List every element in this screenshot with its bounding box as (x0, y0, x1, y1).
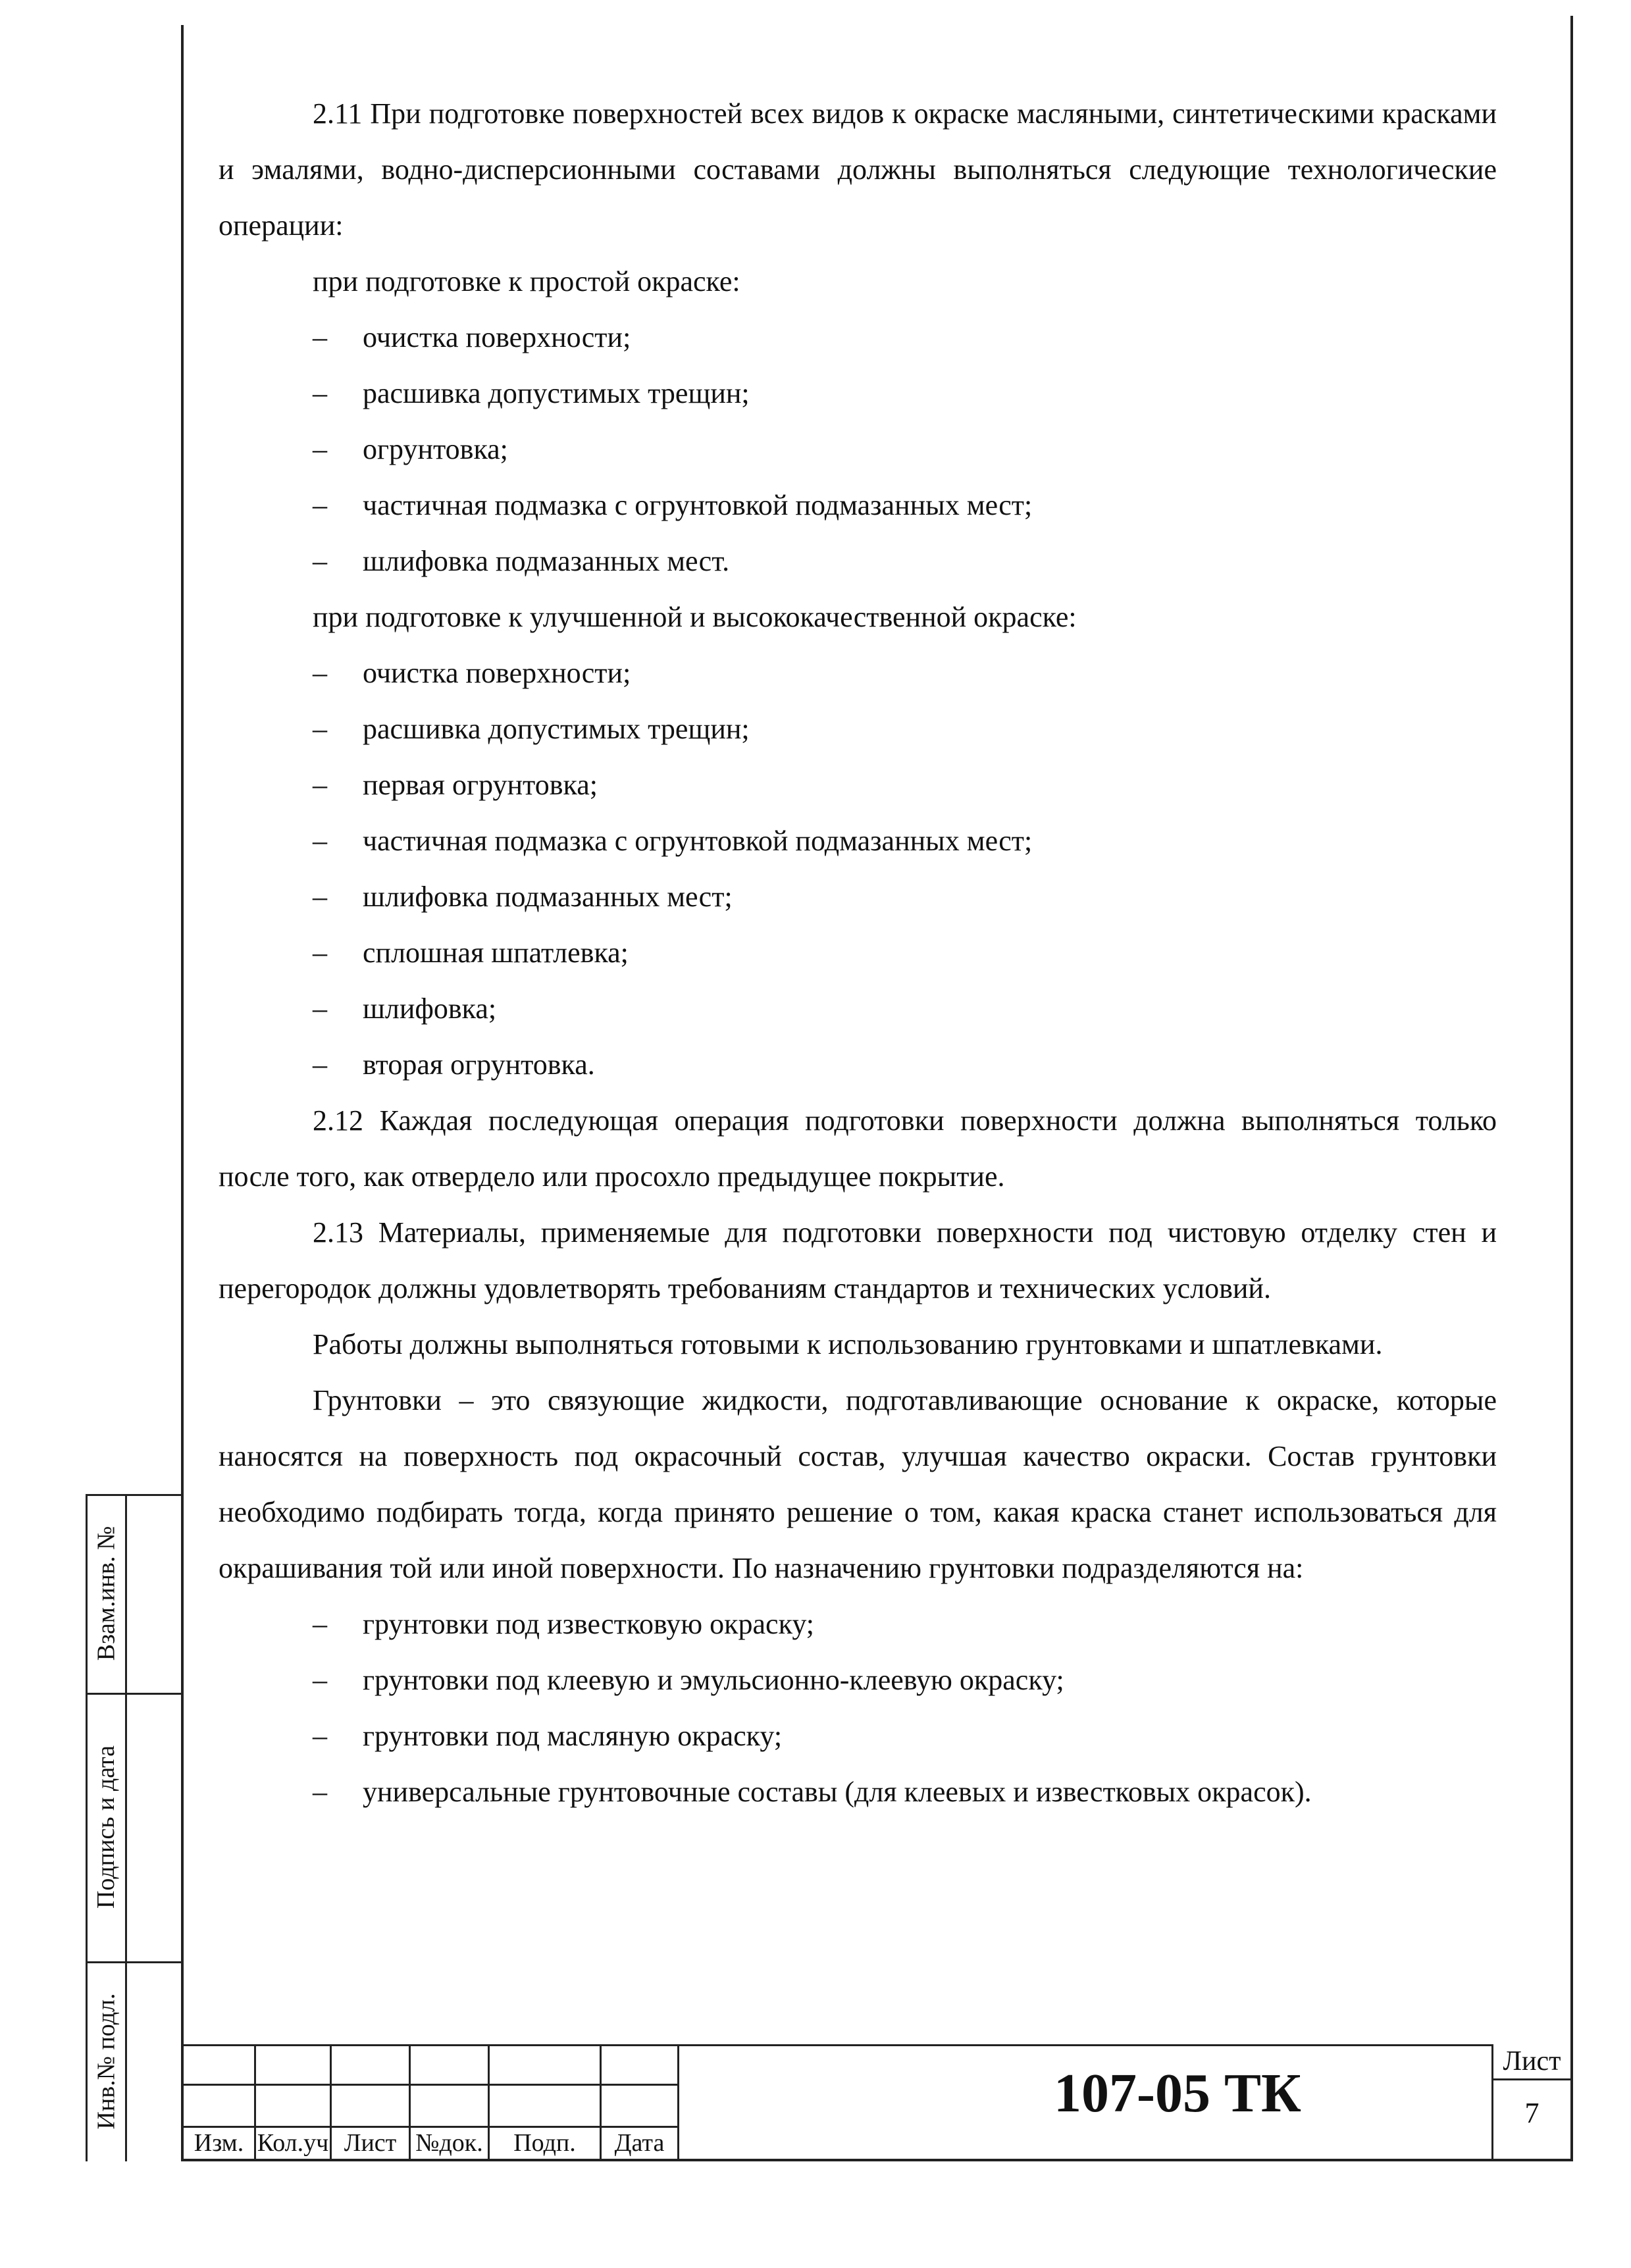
list-item: – расшивка допустимых трещин; (313, 713, 750, 745)
frame-right-border (1570, 16, 1573, 2160)
paragraph-primers: Грунтовки – это связующие жидкости, подготавливающие основание к окраске, которые наносятся на поверхность под окрасочный состав, улучшая качество окраски. Состав грунтовки необходимо подбирать тогда, когда принято решение о том, какая краска станет использоваться для окрашивания той или иной поверхности. По назначению грунтовки подразделяются на: (219, 1384, 1497, 1584)
document-code: 107-05 ТК (1054, 2063, 1301, 2124)
document-body (219, 86, 1497, 1820)
frame-bottom-border (181, 2159, 1573, 2161)
list-item: – сплошная шпатлевка; (313, 937, 629, 969)
header-date: Дата (614, 2129, 665, 2157)
sheet-number: 7 (1524, 2097, 1540, 2129)
header-count: Кол.уч (257, 2129, 329, 2157)
header-change: Изм. (194, 2129, 244, 2157)
list-item: – огрунтовка; (313, 433, 508, 465)
title-block (184, 2044, 1570, 2159)
paragraph-2-13: 2.13 Материалы, применяемые для подготовки поверхности под чистовую отделку стен и перегородок должны удовлетворять требованиям стандартов и технических условий. (219, 1216, 1497, 1304)
list-item: – частичная подмазка с огрунтовкой подмазанных мест; (313, 825, 1033, 857)
paragraph-works: Работы должны выполняться готовыми к использованию грунтовками и шпатлевками. (313, 1328, 1383, 1360)
simple-painting-list (219, 309, 1497, 589)
list-item: – вторая огрунтовка. (313, 1048, 595, 1081)
improved-painting-list (219, 645, 1497, 1093)
simple-painting-intro: при подготовке к простой окраске: (313, 265, 740, 297)
paragraph-2-11: 2.11 При подготовке поверхностей всех видов к окраске масляными, синтетическими красками и эмалями, водно-дисперсионными составами должны выполняться следующие технологические операции: (219, 97, 1497, 242)
list-item: – шлифовка; (313, 992, 497, 1025)
list-item: – очистка поверхности; (313, 657, 631, 689)
header-signature: Подп. (513, 2129, 576, 2157)
list-item: – частичная подмазка с огрунтовкой подмазанных мест; (313, 489, 1033, 521)
list-item: – универсальные грунтовочные составы (для клеевых и известковых окрасок). (313, 1776, 1312, 1808)
list-item: – шлифовка подмазанных мест; (313, 881, 733, 913)
list-item: – грунтовки под известковую окраску; (313, 1608, 814, 1640)
header-doc-number: №док. (415, 2129, 483, 2157)
list-item: – первая огрунтовка; (313, 769, 598, 801)
improved-painting-intro: при подготовке к улучшенной и высококачественной окраске: (313, 601, 1077, 633)
signature-date-label: Подпись и дата (92, 1745, 120, 1909)
list-item: – шлифовка подмазанных мест. (313, 545, 730, 577)
list-item: – грунтовки под масляную окраску; (313, 1720, 783, 1752)
header-sheet: Лист (344, 2129, 397, 2157)
list-item: – очистка поверхности; (313, 321, 631, 353)
original-inv-label: Инв.№ подл. (92, 1993, 120, 2130)
list-item: – грунтовки под клеевую и эмульсионно-клеевую окраску; (313, 1664, 1064, 1696)
list-item: – расшивка допустимых трещин; (313, 377, 750, 409)
sheet-label: Лист (1503, 2046, 1561, 2076)
paragraph-2-12: 2.12 Каждая последующая операция подготовки поверхности должна выполняться только после того, как отвердело или просохло предыдущее покрытие. (219, 1104, 1497, 1193)
replacement-inv-label: Взам.инв. № (92, 1526, 120, 1661)
primer-types-list (219, 1596, 1497, 1820)
side-stamp (86, 1494, 182, 2161)
